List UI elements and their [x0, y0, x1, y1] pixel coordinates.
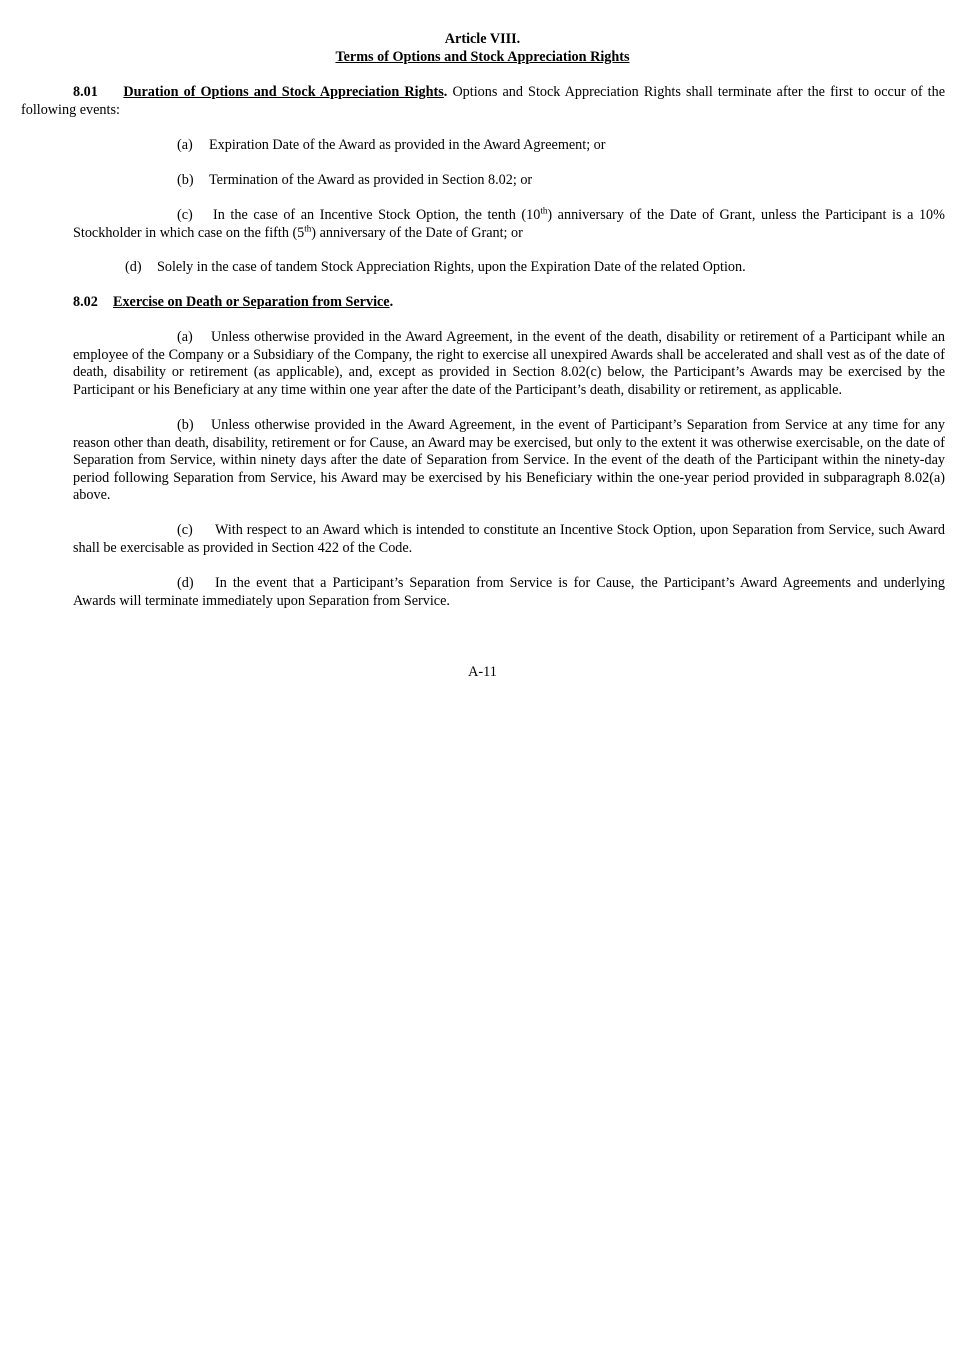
item-label: (b) [177, 417, 194, 433]
item-text: With respect to an Award which is intended to constitute an Incentive Stock Option, upon Separation from Service, such Award shall be exercisable as provided in Section 422 of the Code. [73, 522, 945, 556]
item-text: Expiration Date of the Award as provided in the Award Agreement; or [209, 137, 606, 153]
section-8-01-intro-text: Options and Stock Appreciation Rights shall terminate after the first to occur of the following events: [21, 84, 946, 118]
item-label: (c) [177, 522, 193, 538]
item-text: Termination of the Award as provided in Section 8.02; or [209, 172, 533, 188]
section-8-01-item-d [125, 259, 746, 277]
item-label: (a) [177, 329, 193, 345]
article-number: Article VIII. [444, 31, 521, 47]
section-8-01-item-c [73, 207, 945, 242]
item-text: Solely in the case of tandem Stock Appreciation Rights, upon the Expiration Date of the related Option. [157, 259, 746, 275]
section-8-02-number: 8.02 [73, 294, 98, 310]
item-text-part-2: ) anniversary of the Date of Grant, unless the Participant is a 10% Stockholder in which case on the fifth (5 [73, 207, 945, 241]
item-superscript-1: th [540, 205, 548, 216]
item-label: (a) [177, 137, 193, 153]
section-8-02-item-b [73, 417, 945, 505]
section-8-02-heading-period: . [389, 294, 394, 310]
item-superscript-2: th [304, 222, 312, 233]
section-8-01-heading-period: . [443, 84, 448, 100]
item-text: In the event that a Participant’s Separation from Service is for Cause, the Participant’s Award Agreements and underlying Awards will terminate immediately upon Separation from Service. [73, 575, 945, 609]
section-8-02-heading: Exercise on Death or Separation from Service [113, 294, 390, 310]
section-8-01-intro [21, 84, 945, 119]
section-8-02-item-a [73, 329, 945, 399]
article-title [0, 49, 965, 67]
section-8-01-heading: Duration of Options and Stock Appreciation Rights [123, 84, 444, 100]
item-text: Unless otherwise provided in the Award Agreement, in the event of Participant’s Separation from Service at any time for any reason other than death, disability, retirement or for Cause, an Award may be exercised, but only to the extent it was otherwise exercisable, on the date of Separation from Service, within ninety days after the date of Separation from Service. In the event of the death of the Participant within the ninety-day period following Separation from Service, his Award may be exercised by his Beneficiary within the one-year period provided in subparagraph 8.02(a) above. [73, 417, 945, 504]
item-text: Unless otherwise provided in the Award Agreement, in the event of the death, disability or retirement of a Participant while an employee of the Company or a Subsidiary of the Company, the right to exercise all unexpired Awards shall be accelerated and shall vest as of the date of death, disability or retirement (as applicable), and, except as provided in Section 8.02(c) below, the Participant’s Awards may be exercised by the Participant or his Beneficiary at any time within one year after the date of the Participant’s death, disability or retirement, as applicable. [73, 329, 945, 398]
section-8-01-number: 8.01 [73, 84, 98, 100]
section-8-02-item-c [73, 522, 945, 557]
item-label: (c) [177, 207, 193, 223]
item-label: (d) [177, 575, 194, 591]
article-title-text: Terms of Options and Stock Appreciation Rights [335, 49, 630, 65]
section-8-02-item-d [73, 575, 945, 610]
item-label: (d) [125, 259, 142, 275]
section-8-01-item-b [177, 172, 532, 190]
item-text-part-1: In the case of an Incentive Stock Option, the tenth (10 [213, 207, 541, 223]
item-text-part-3: ) anniversary of the Date of Grant; or [311, 224, 523, 241]
section-8-01-item-a [177, 137, 606, 155]
item-label: (b) [177, 172, 194, 188]
section-8-02-heading-line [73, 294, 393, 312]
page-number: A-11 [468, 664, 497, 680]
